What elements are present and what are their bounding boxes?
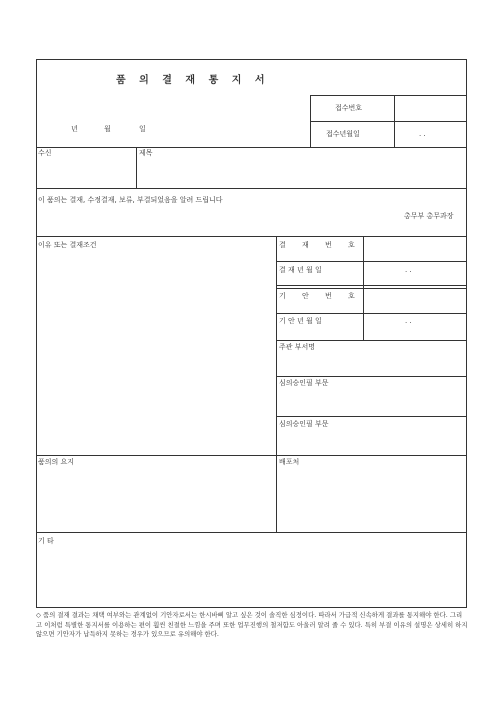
summary-label: 품의의 요지 [38, 458, 75, 466]
frame-bottom [36, 607, 467, 608]
recipient-divider [136, 147, 137, 188]
grid-line-4 [276, 340, 467, 341]
receipt-date-label: 접수년월일 [326, 130, 360, 138]
sender-text: 총무부 총무과장 [404, 212, 454, 220]
other-label: 기 타 [38, 537, 54, 545]
date-day-label: 일 [139, 125, 146, 133]
subject-label: 제목 [139, 149, 153, 157]
form-title: 품 의 결 재 통 지 서 [116, 75, 270, 86]
notice-text: 이 품의는 결재, 수정결재, 보류, 부결되었음을 알려 드립니다 [38, 196, 223, 204]
frame-top [36, 59, 467, 60]
footnote: ◇ 품의 결재 결과는 채택 여부와는 관계없이 기안자로서는 한시바삐 알고 싶은 것이 솔직한 심정이다. 따라서 가급적 신속하게 결과를 통지해야 한다. 그리고 이처럼 특별한 통지서를 이용하는 편이 훨씬 친절한 느낌을 주며 또한 업무진행의 철저함도 아울러 알려 줄 수 있다. 특히 부결 이유의 설명은 상세히 하지 않으면 기안자가 납득하지 못하는 경우가 있으므로 유의해야 한다. [36, 611, 468, 638]
receipt-no-label: 접수번호 [335, 104, 363, 112]
grid-line-5 [276, 376, 467, 377]
reason-label: 이유 또는 결재조건 [38, 241, 97, 249]
approver2-label: 심의승인필 부문 [279, 420, 329, 428]
row-line-notice-bottom [36, 236, 467, 237]
receipt-box-middle [310, 121, 466, 122]
frame-left [36, 59, 37, 608]
grid-line-2 [276, 285, 467, 286]
middle-divider [276, 236, 277, 532]
grid-line-6 [276, 416, 467, 417]
row-line-summary-top [36, 455, 467, 456]
recipient-label: 수신 [38, 149, 52, 157]
approval-date-label: 결 재 년 월 일 [279, 266, 322, 274]
draft-date-value: . . [405, 317, 412, 325]
dept-label: 주관 부서명 [279, 343, 316, 351]
receipt-date-value: . . [419, 130, 426, 138]
draft-date-label: 기 안 년 월 일 [279, 317, 322, 325]
date-year-label: 년 [71, 125, 78, 133]
grid-line-3 [276, 313, 467, 314]
draft-no-label: 기 안 번 호 [279, 292, 355, 300]
grid-line-1 [276, 261, 467, 262]
distribution-label: 배포처 [279, 458, 300, 466]
approver1-label: 심의승인필 부문 [279, 379, 329, 387]
row-line-summary-bottom [36, 532, 467, 533]
approval-no-label: 결 재 번 호 [279, 241, 355, 249]
date-month-label: 월 [104, 125, 111, 133]
row-line-recipient-top [36, 147, 467, 148]
approval-date-value: . . [405, 266, 412, 274]
receipt-box-top [310, 95, 466, 96]
row-line-recipient-bottom [36, 188, 467, 189]
frame-right [466, 59, 467, 608]
grid-line-2b [276, 288, 467, 289]
